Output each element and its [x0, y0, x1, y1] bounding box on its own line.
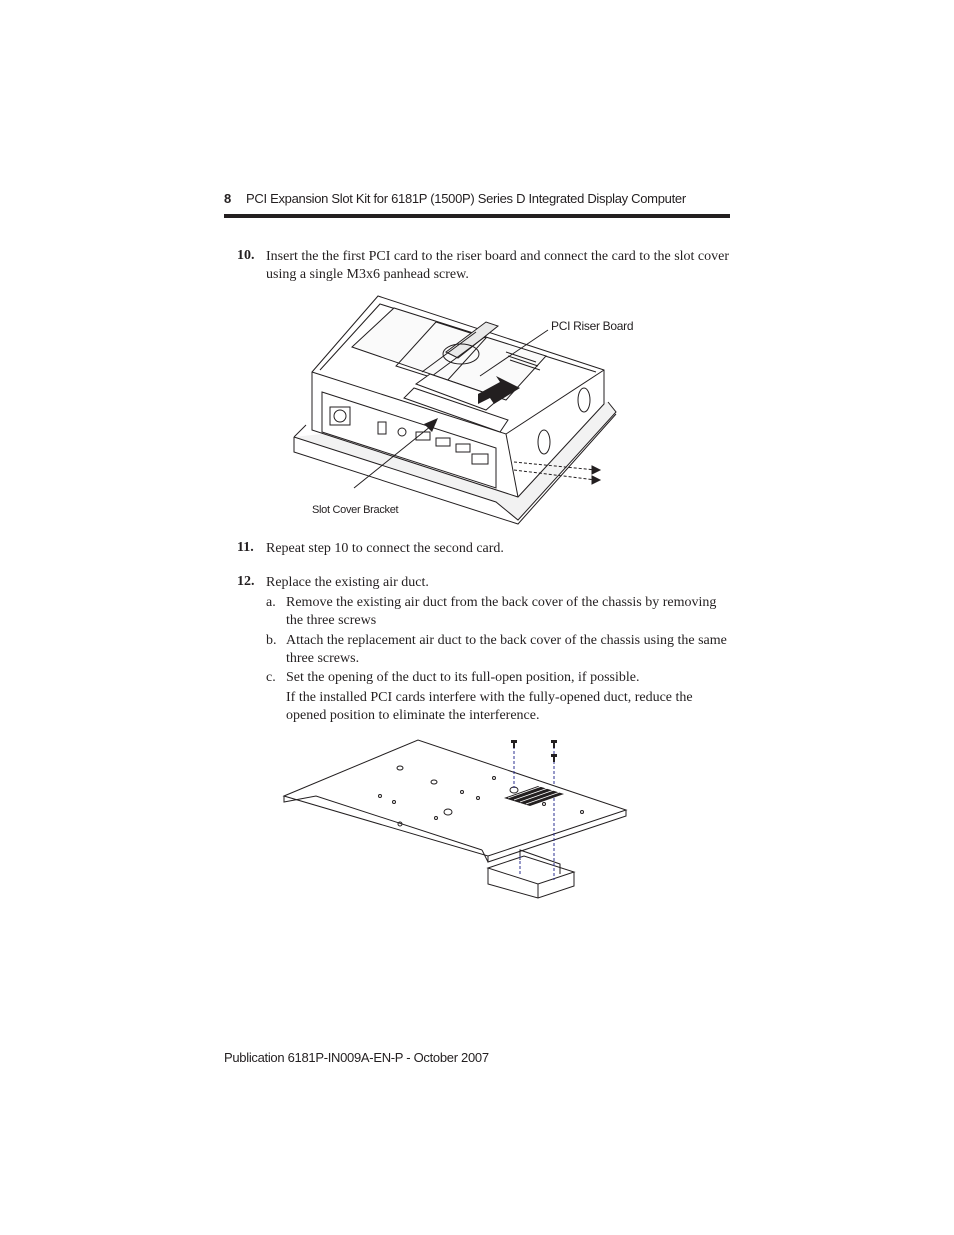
- page-number: 8: [224, 191, 232, 206]
- step-11-number: 11.: [237, 540, 254, 555]
- step-11-text: Repeat step 10 to connect the second card.: [266, 541, 504, 556]
- callout-slot-cover-bracket: Slot Cover Bracket: [312, 504, 399, 516]
- substep-c-letter: c.: [266, 670, 276, 685]
- substep-c-text: Set the opening of the duct to its full-open position, if possible.: [286, 670, 640, 685]
- substep-b-text: Attach the replacement air duct to the back cover of the chassis using the same three screws.: [286, 633, 727, 666]
- air-duct-figure: [282, 738, 628, 898]
- substep-c-note: If the installed PCI cards interfere with the fully-opened duct, reduce the opened position to eliminate the interference.: [286, 690, 693, 723]
- step-12-text: Replace the existing air duct.: [266, 575, 429, 590]
- step-12-number: 12.: [237, 574, 255, 589]
- step-10-text: Insert the the first PCI card to the riser board and connect the card to the slot cover using a single M3x6 panhead screw.: [266, 249, 730, 282]
- substep-a-letter: a.: [266, 595, 276, 610]
- step-10-number: 10.: [237, 248, 255, 263]
- publication-footer: Publication 6181P-IN009A-EN-P - October 2007: [224, 1050, 489, 1065]
- running-header-title: PCI Expansion Slot Kit for 6181P (1500P) Series D Integrated Display Computer: [246, 191, 686, 206]
- substep-b-letter: b.: [266, 633, 277, 648]
- header-rule: [224, 214, 730, 218]
- callout-pci-riser-board: PCI Riser Board: [551, 319, 634, 333]
- substep-a-text: Remove the existing air duct from the back cover of the chassis by removing the three screws: [286, 595, 717, 628]
